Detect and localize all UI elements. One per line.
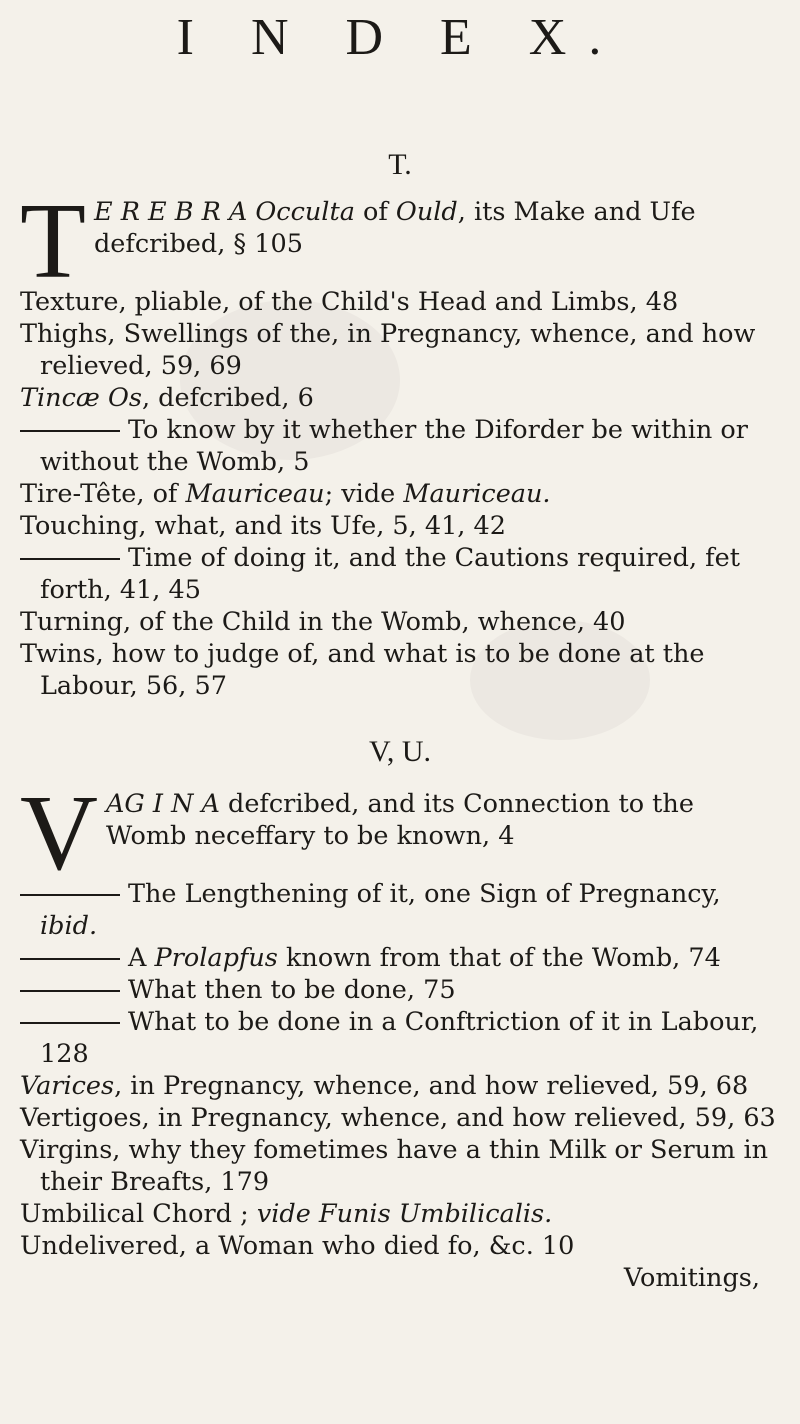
ditto-dash xyxy=(20,558,120,560)
section-t-entries xyxy=(20,182,780,702)
index-entry: VAG I N A defcribed, and its Connection to the Womb neceffary to be known, 4 xyxy=(20,774,694,893)
ditto-dash xyxy=(20,430,120,432)
index-entry: Vertigoes, in Pregnancy, whence, and how relieved, 59, 63 xyxy=(20,1103,776,1133)
index-entry: What to be done in a Conftriction of it in Labour, 128 xyxy=(20,1006,780,1070)
catchword: Vomitings, xyxy=(623,1263,760,1293)
index-entry: Touching, what, and its Ufe, 5, 41, 42 xyxy=(20,511,506,541)
ditto-dash xyxy=(20,1022,120,1024)
index-entry: The Lengthening of it, one Sign of Pregnancy, ibid. xyxy=(20,878,780,942)
index-entry: Undelivered, a Woman who died fo, &c. 10 xyxy=(20,1231,575,1261)
ditto-dash xyxy=(20,990,120,992)
section-v-entries xyxy=(20,774,780,1294)
index-entry: Texture, pliable, of the Child's Head and Limbs, 48 xyxy=(20,287,679,317)
index-entry: Tincæ Os, defcribed, 6 xyxy=(20,383,314,413)
section-letter-t: T. xyxy=(388,148,412,181)
index-entry: Varices, in Pregnancy, whence, and how relieved, 59, 68 xyxy=(20,1071,749,1101)
index-entry: Turning, of the Child in the Womb, whence, 40 xyxy=(20,607,626,637)
index-entry: Tire-Tête, of Mauriceau; vide Mauriceau. xyxy=(20,479,551,509)
index-entry: To know by it whether the Diforder be within or without the Womb, 5 xyxy=(20,414,780,478)
index-entry: Twins, how to judge of, and what is to be done at the Labour, 56, 57 xyxy=(20,639,705,701)
index-entry: What then to be done, 75 xyxy=(20,974,780,1006)
index-entry: Thighs, Swellings of the, in Pregnancy, whence, and how relieved, 59, 69 xyxy=(20,319,756,381)
index-entry: A Prolapfus known from that of the Womb, 74 xyxy=(20,942,780,974)
index-entry: Time of doing it, and the Cautions required, fet forth, 41, 45 xyxy=(20,542,780,606)
index-entry: Umbilical Chord ; vide Funis Umbilicalis. xyxy=(20,1199,553,1229)
running-head: I N D E X. xyxy=(176,9,624,66)
section-letter-v: V, U. xyxy=(369,735,431,768)
drop-cap: T xyxy=(20,182,86,301)
index-entry: Virgins, why they fometimes have a thin Milk or Serum in their Breafts, 179 xyxy=(20,1135,769,1197)
index-entry: T E R E B R A Occulta of Ould, its Make and Ufe defcribed, § 105 xyxy=(20,182,696,301)
ditto-dash xyxy=(20,958,120,960)
drop-cap: V xyxy=(20,774,98,893)
ditto-dash xyxy=(20,894,120,896)
